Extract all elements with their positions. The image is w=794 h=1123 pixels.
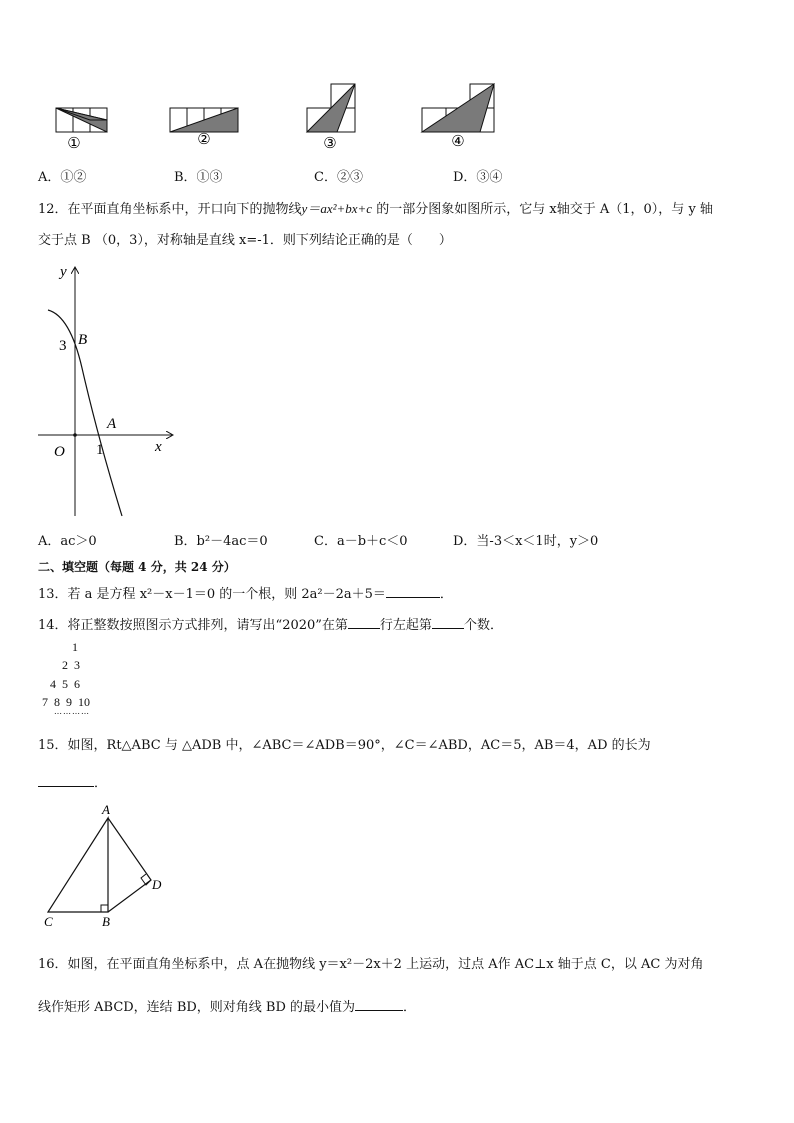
figure-label-2: ②	[197, 132, 211, 148]
q13-answer-blank[interactable]	[386, 585, 440, 598]
figure-label-3: ③	[323, 136, 337, 152]
figure-3	[307, 84, 355, 132]
q12-parabola-graph	[30, 258, 190, 520]
q11-option-d: D．③④	[453, 170, 503, 185]
q14-text-a: 14．将正整数按照图示方式排列，请写出“2020”在第	[38, 618, 348, 633]
origin-label: O	[54, 444, 65, 460]
q12-stem-part-e: y 轴	[688, 202, 713, 217]
q13-stem	[38, 583, 453, 602]
q12-option-d: D．当-3＜x＜1时，y＞0	[453, 534, 599, 549]
q12-stem-part-b: 的一部分图象如图所示，它与	[376, 202, 546, 217]
q14-row-1: 1	[72, 640, 78, 654]
vertex-a-label: A	[102, 802, 110, 817]
q12-equation: y＝ax²+bx+c	[301, 201, 373, 216]
y-axis-label: y	[60, 264, 67, 280]
figure-label-1: ①	[67, 136, 81, 152]
q14-row-blank[interactable]	[348, 616, 380, 629]
vertex-c-label: C	[44, 914, 53, 929]
q16-end: ．	[403, 1000, 417, 1015]
q12-stem-line2: 交于点 B （0，3），对称轴是直线 x=-1．则下列结论正确的是（ ）	[38, 233, 452, 248]
q15-end: ．	[94, 776, 108, 791]
q12-option-c: C．a－b＋c＜0	[314, 534, 408, 549]
figure-4	[422, 84, 494, 132]
q15-triangle-figure	[38, 800, 178, 930]
point-b-label: B	[78, 332, 88, 348]
q16-text-a: 线作矩形 ABCD，连结 BD，则对角线 BD 的最小值为	[38, 1000, 356, 1015]
q12-option-b: B．b²－4ac＝0	[174, 534, 268, 549]
figure-1	[56, 108, 107, 132]
origin-point	[73, 433, 77, 437]
q15-answer-line	[38, 772, 107, 791]
tick-label-1: 1	[96, 442, 104, 458]
q11-option-b: B．①③	[174, 170, 223, 185]
section-title-fill-in: 二、填空题（每题 4 分，共 24 分）	[38, 560, 236, 574]
q11-option-c: C．②③	[314, 170, 363, 185]
q12-stem-part-a: 12．在平面直角坐标系中，开口向下的抛物线	[38, 202, 302, 217]
q16-stem-line2	[38, 996, 416, 1015]
q12-stem-part-d: A（1，0），与	[599, 202, 685, 217]
q14-row-4: 7 8 9 10	[42, 695, 90, 709]
q12-stem-part-c: x轴交于	[549, 202, 596, 217]
q16-answer-blank[interactable]	[355, 998, 403, 1011]
q13-end: ．	[439, 587, 453, 602]
q14-row-3: 4 5 6	[50, 677, 80, 691]
q14-text-c: 个数．	[463, 618, 503, 633]
q11-option-a: A．①②	[38, 170, 87, 185]
point-a-label: A	[107, 416, 117, 432]
tick-label-3: 3	[59, 338, 67, 354]
q11-figures	[40, 78, 520, 156]
x-axis-label: x	[155, 439, 162, 455]
q14-position-blank[interactable]	[432, 616, 464, 629]
vertex-d-label: D	[152, 877, 162, 892]
q12-stem-line1	[38, 198, 713, 217]
q14-text-b: 行左起第	[379, 618, 432, 633]
q15-stem: 15．如图，Rt△ABC 与 △ADB 中，∠ABC＝∠ADB＝90°，∠C＝∠ABD，AC＝5，AB＝4，AD 的长为	[38, 738, 651, 753]
q16-stem-line1: 16．如图，在平面直角坐标系中，点 A在抛物线 y＝x²－2x＋2 上运动，过点 A作 AC⊥x 轴于点 C，以 AC 为对角	[38, 957, 704, 972]
q14-row-2: 2 3	[62, 658, 80, 672]
q15-answer-blank[interactable]	[38, 774, 94, 787]
q12-option-a: A．ac＞0	[38, 534, 97, 549]
q14-continuation-dots: …………	[54, 707, 90, 716]
q14-stem	[38, 614, 503, 633]
q13-text: 13．若 a 是方程 x²－x－1＝0 的一个根，则 2a²－2a＋5＝	[38, 587, 386, 602]
figure-label-4: ④	[451, 134, 465, 150]
vertex-b-label: B	[102, 914, 110, 929]
figure-2	[170, 108, 238, 132]
